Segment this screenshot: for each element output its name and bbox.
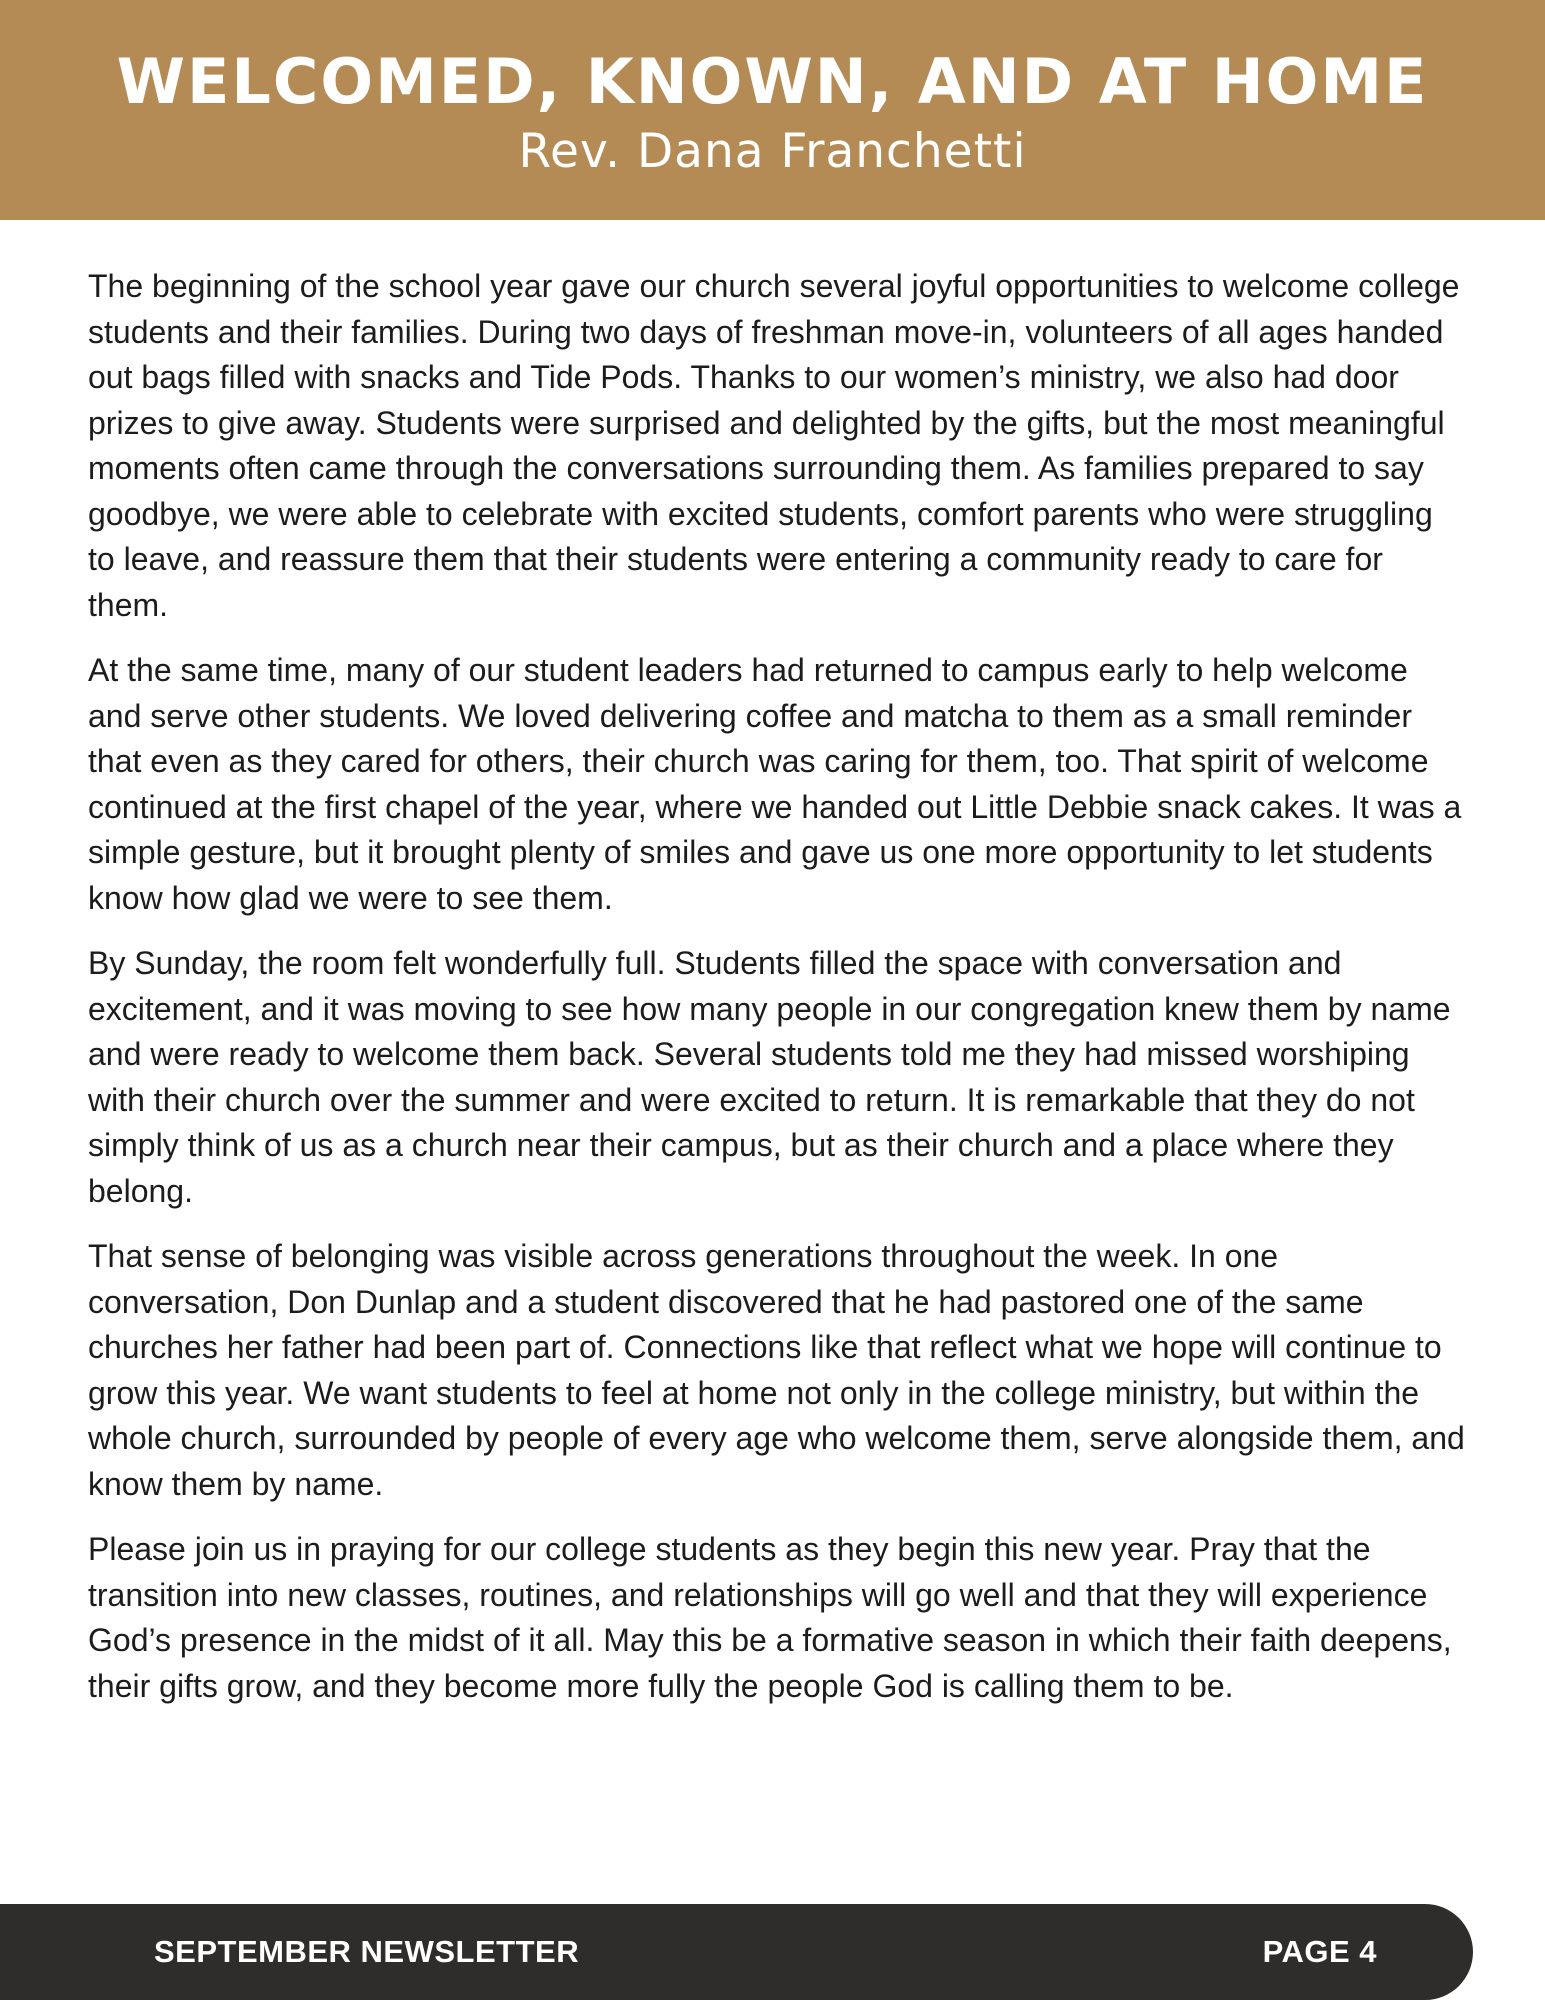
- paragraph: By Sunday, the room felt wonderfully full. Students filled the space with conversation and excitement, and it was moving to see how many people in our congregation knew them by name and were ready to welcome them back. Several students told me they had missed worshiping with their church over the summer and were excited to return. It is remarkable that they do not simply think of us as a church near their campus, but as their church and a place where they belong.: [88, 945, 1451, 1209]
- paragraph: That sense of belonging was visible across generations throughout the week. In one conversation, Don Dunlap and a student discovered that he had pastored one of the same churches her father had been part of. Connections like that reflect what we hope will continue to grow this year. We want students to feel at home not only in the college ministry, but within the whole church, surrounded by people of every age who welcome them, serve alongside them, and know them by name.: [88, 1238, 1465, 1502]
- page-number: PAGE 4: [1262, 1934, 1377, 1969]
- paragraph: Please join us in praying for our college students as they begin this new year. Pray that the transition into new classes, routines, and relationships will go well and that they will experience God’s presence in the midst of it all. May this be a formative season in which their faith deepens, their gifts grow, and they become more fully the people God is calling them to be.: [88, 1531, 1452, 1704]
- footer-bar: [0, 1904, 1473, 2000]
- header-banner: [0, 0, 1545, 220]
- article-title: WELCOMED, KNOWN, AND AT HOME: [116, 45, 1429, 118]
- article-author: Rev. Dana Franchetti: [518, 124, 1027, 179]
- paragraph: The beginning of the school year gave our church several joyful opportunities to welcome college students and their families. During two days of freshman move-in, volunteers of all ages handed out bags filled with snacks and Tide Pods. Thanks to our women’s ministry, we also had door prizes to give away. Students were surprised and delighted by the gifts, but the most meaningful moments often came through the conversations surrounding them. As families prepared to say goodbye, we were able to celebrate with excited students, comfort parents who were struggling to leave, and reassure them that their students were entering a community ready to care for them.: [88, 268, 1460, 623]
- paragraph: At the same time, many of our student leaders had returned to campus early to help welcome and serve other students. We loved delivering coffee and matcha to them as a small reminder that even as they cared for others, their church was caring for them, too. That spirit of welcome continued at the first chapel of the year, where we handed out Little Debbie snack cakes. It was a simple gesture, but it brought plenty of smiles and gave us one more opportunity to let students know how glad we were to see them.: [88, 652, 1462, 916]
- article-body: [88, 264, 1468, 1729]
- newsletter-label: SEPTEMBER NEWSLETTER: [154, 1934, 580, 1969]
